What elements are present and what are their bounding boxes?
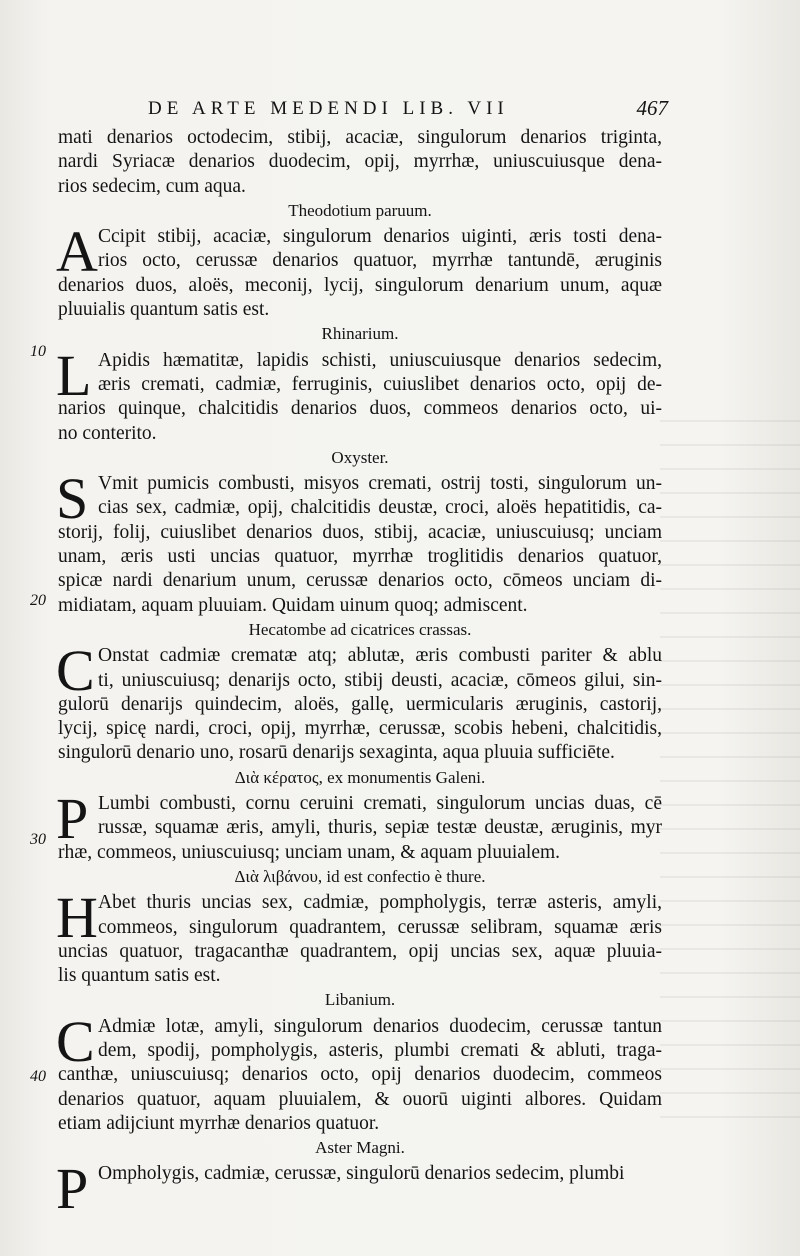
section-heading: Hecatombe ad cicatrices crassas.	[248, 619, 472, 639]
bleed-through	[660, 420, 800, 1120]
text-line: commeos, singulorum quadrantem, cerussæ selibram, squamæ æris	[98, 916, 662, 938]
text-line: lis quantum satis est.	[58, 965, 221, 987]
text-line: nardi Syriacæ denarios duodecim, opij, myrrhæ, uniuscuiusque dena-	[58, 151, 662, 173]
body-text	[56, 124, 662, 1222]
text-line: pluuialis quantum satis est.	[58, 299, 270, 321]
text-line: Apidis hæmatitæ, lapidis schisti, uniuscuiusque denarios sedecim,	[98, 349, 662, 371]
text-line: no conterito.	[58, 422, 157, 444]
text-line: Ccipit stibij, acaciæ, singulorum denarios uiginti, æris tosti dena-	[98, 226, 662, 248]
text-line: narios quinque, chalcitidis denarios duos, commeos denarios octo, ui-	[58, 398, 662, 420]
section-heading: Libanium.	[324, 990, 396, 1010]
text-section	[56, 786, 662, 865]
text-line: denarios quatuor, aquam pluuialem, & ouorū uiginti albores. Quidam	[58, 1088, 662, 1110]
running-title: DE ARTE MEDENDI LIB. VII	[148, 98, 509, 119]
drop-cap: P	[56, 1156, 89, 1222]
text-line: denarios duos, aloës, meconij, lycij, singulorum denarium unum, aquæ	[58, 274, 662, 296]
text-line: rios sedecim, cum aqua.	[58, 175, 246, 197]
text-line: Abet thuris uncias sex, cadmiæ, pompholygis, terræ asteris, amyli,	[98, 892, 662, 914]
text-line: gulorū denarijs quindecim, aloës, gallę, uermicularis æruginis, castorij,	[58, 693, 662, 715]
text-section	[56, 466, 662, 618]
text-line: ti, uniuscuiusq; denarijs octo, stibij deusti, acaciæ, cōmeos gilui, sin-	[98, 669, 662, 691]
line-number: 40	[30, 1068, 46, 1085]
text-line: Admiæ lotæ, amyli, singulorum denarios duodecim, cerussæ tantun	[98, 1015, 662, 1037]
text-line: midiatam, aquam pluuiam. Quidam uinum quoq; admiscent.	[58, 594, 528, 616]
text-line: spicæ nardi denarium unum, cerussæ denarios octo, cōmeos unciam di-	[58, 570, 662, 592]
text-line: unam, æris usti uncias quatuor, myrrhæ troglitidis denarios quatuor,	[58, 546, 662, 568]
text-section	[56, 638, 662, 765]
page-number: 467	[636, 96, 668, 120]
section-heading: Διὰ κέρατος, ex monumentis Galeni.	[234, 767, 486, 787]
text-line: Ompholygis, cadmiæ, cerussæ, singulorū denarios sedecim, plumbi	[98, 1163, 625, 1185]
line-number: 10	[30, 343, 46, 360]
line-number: 20	[30, 592, 46, 609]
drop-cap: C	[56, 1008, 95, 1074]
text-line: uncias quatuor, tragacanthæ quadrantem, opij uncias sex, aquæ pluuia-	[58, 940, 662, 962]
text-line: singulorū denario uno, rosarū denarijs sexaginta, aqua pluuia sufficiēte.	[58, 742, 615, 764]
line-number: 30	[30, 831, 46, 848]
section-heading: Διὰ λιβάνου, id est confectio è thure.	[234, 866, 486, 886]
text-section	[56, 342, 662, 446]
section-heading: Theodotium paruum.	[288, 200, 432, 220]
drop-cap: S	[56, 466, 89, 532]
drop-cap: C	[56, 638, 95, 704]
text-section	[56, 219, 662, 322]
drop-cap: P	[56, 786, 89, 852]
text-line: Vmit pumicis combusti, misyos cremati, ostrij tosti, singulorum un-	[98, 473, 662, 495]
text-section	[56, 1156, 662, 1222]
section-heading: Oxyster.	[331, 447, 389, 467]
text-line: Lumbi combusti, cornu ceruini cremati, singulorum uncias duas, cē	[98, 793, 662, 815]
text-line: rhæ, commeos, uniuscuiusq; unciam unam, & aquam pluuialem.	[58, 841, 561, 863]
drop-cap: H	[56, 885, 98, 951]
drop-cap: A	[56, 219, 98, 285]
text-line: storij, folij, cuiuslibet denarios duos, stibij, acaciæ, uniuscuiusq; unciam	[58, 521, 662, 543]
text-line: russæ, squamæ æris, amyli, thuris, sepiæ testæ deustæ, æruginis, myr	[98, 817, 662, 839]
text-line: rios octo, cerussæ denarios quatuor, myrrhæ tantundē, æruginis	[98, 250, 662, 272]
text-line: dem, spodij, pompholygis, asteris, plumbi cremati & abluti, traga-	[98, 1039, 662, 1061]
drop-cap: L	[56, 342, 92, 408]
text-line: lycij, spicę nardi, croci, opij, myrrhæ, cerussæ, scobis hebeni, chalcitidis,	[58, 718, 662, 740]
text-line: æris cremati, cadmiæ, ferruginis, cuiuslibet denarios octo, opij de-	[98, 373, 662, 395]
text-line: mati denarios octodecim, stibij, acaciæ, singulorum denarios triginta,	[58, 127, 662, 148]
text-section	[58, 126, 662, 199]
text-line: Onstat cadmiæ crematæ atq; ablutæ, æris combusti pariter & ablu	[98, 645, 662, 667]
text-line: cias sex, cadmiæ, opij, chalcitidis deustæ, croci, aloës hepatitidis, ca-	[98, 497, 662, 519]
section-heading: Aster Magni.	[315, 1138, 405, 1158]
text-section	[56, 885, 662, 988]
section-heading: Rhinarium.	[321, 324, 399, 344]
text-section	[56, 1008, 662, 1136]
text-line: etiam adijciunt myrrhæ denarios quatuor.	[58, 1112, 380, 1134]
text-line: canthæ, uniuscuiusq; denarios octo, opij denarios duodecim, commeos	[58, 1064, 662, 1086]
